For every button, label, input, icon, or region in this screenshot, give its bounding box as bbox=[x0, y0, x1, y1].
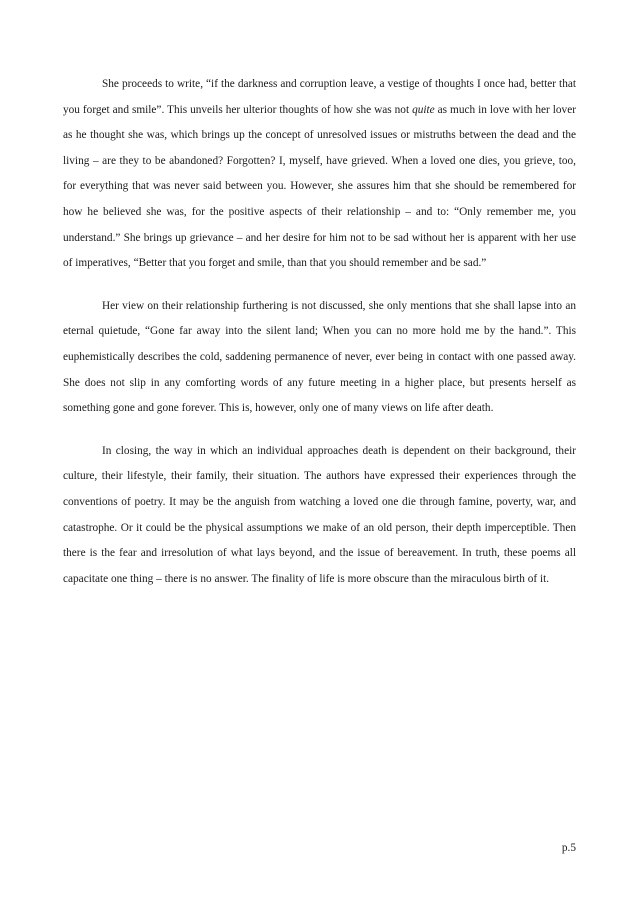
paragraph-1-text-end: as much in love with her lover as he thought she was, which brings up the concept of unresolved issues or mistruths between the dead and the living – are they to be abandoned? Forgotten? I, myself, have grieved. When a loved one dies, you grieve, too, for everything that was never said between you. However, she assures him that she should be remembered for how he believed she was, for the positive aspects of their relationship – and to: “Only remember me, you understand.” She brings up grievance – and her desire for him not to be sad without her is apparent with her use of imperatives, “Better that you forget and smile, than that you should remember and be sad.” bbox=[63, 103, 576, 270]
page-number: p.5 bbox=[561, 842, 576, 854]
paragraph-2: Her view on their relationship furthering is not discussed, she only mentions that she shall lapse into an eternal quietude, “Gone far away into the silent land; When you can no more hold me by the hand.”. This euphemistically describes the cold, saddening permanence of never, ever being in contact with one passed away. She does not slip in any comforting words of any future meeting in a higher place, but presents herself as something gone and gone forever. This is, however, only one of many views on life after death. bbox=[63, 299, 576, 415]
body-text bbox=[63, 72, 576, 592]
paragraph-1-text-start: She proceeds to write, “if the darkness and corruption leave, a vestige of thoughts I once had, better that you forget and smile”. This unveils her ulterior thoughts of how she was not bbox=[63, 78, 576, 116]
paragraph-3: In closing, the way in which an individual approaches death is dependent on their background, their culture, their lifestyle, their family, their situation. The authors have expressed their experiences through the conventions of poetry. It may be the anguish from watching a loved one die through famine, poverty, war, and catastrophe. Or it could be the physical assumptions we make of an old person, their depth imperceptible. Then there is the fear and irresolution of what lays beyond, and the issue of bereavement. In truth, these poems all capacitate one thing – there is no answer. The finality of life is more obscure than the miraculous birth of it. bbox=[63, 444, 576, 585]
paragraph-1 bbox=[63, 72, 576, 277]
paragraph-1-emphasis: quite bbox=[412, 103, 435, 116]
